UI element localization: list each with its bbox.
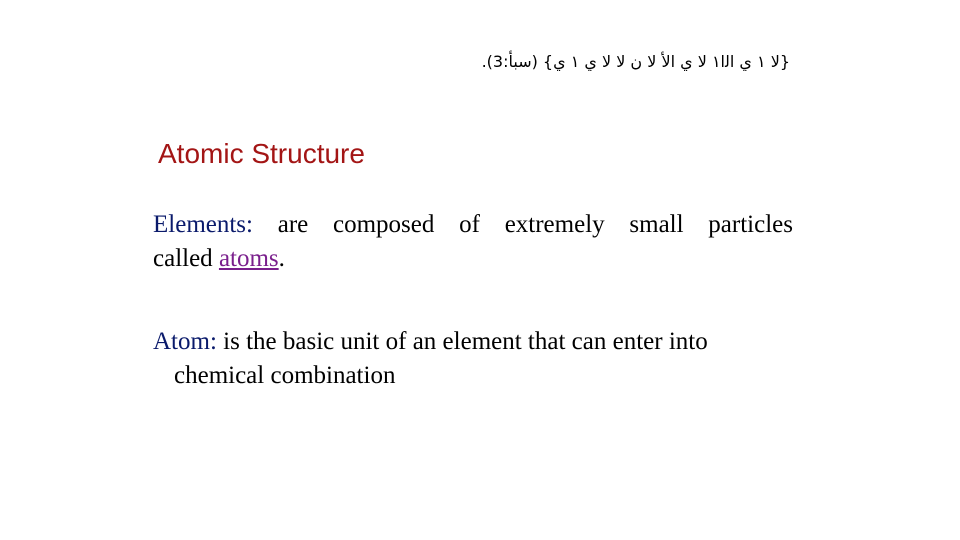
atom-definition (153, 325, 813, 393)
called-text: called (153, 245, 219, 272)
atoms-link[interactable]: atoms (218, 245, 279, 272)
arabic-verse-header: {لا ١ ي اﻟﺍ١ لا ي الأ لا ن لا لا ي ١ ي} (سبأ:3). (481, 52, 790, 71)
elements-definition-line-1 (153, 208, 793, 242)
elements-definition (153, 208, 793, 276)
atom-definition-text: is the basic unit of an element that can enter into (216, 328, 708, 355)
atom-definition-line-2: chemical combination (174, 362, 396, 389)
slide-title: Atomic Structure (158, 138, 365, 169)
atom-term: Atom: (153, 328, 217, 355)
atom-definition-line-1 (153, 328, 708, 355)
period-text: . (278, 245, 285, 272)
elements-definition-line-2 (153, 242, 793, 276)
elements-definition-text: are composed of extremely small particles (252, 211, 793, 238)
elements-term: Elements: (153, 211, 253, 238)
